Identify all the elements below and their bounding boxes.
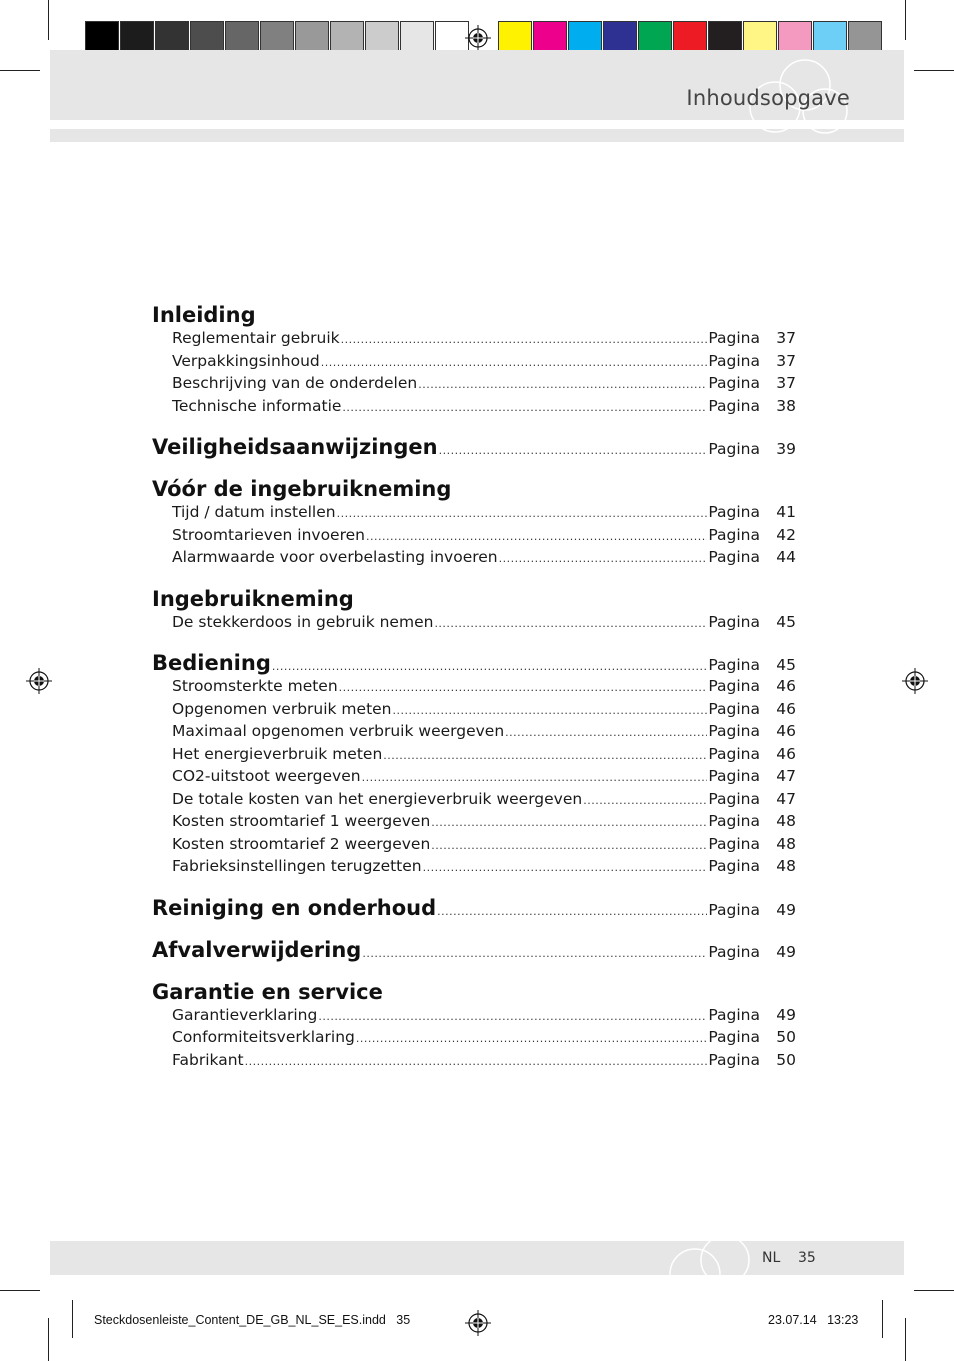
entry-label: Fabrikant <box>172 1050 244 1069</box>
toc-entry[interactable] <box>152 721 796 744</box>
section-title: Reiniging en onderhoud <box>152 895 437 920</box>
leader-dots <box>499 548 708 570</box>
toc-entry[interactable] <box>152 612 796 635</box>
entry-label: De stekkerdoos in gebruik nemen <box>172 612 434 631</box>
leader-dots <box>272 660 708 673</box>
toc-section <box>152 895 796 921</box>
page-number: 42 <box>776 525 796 544</box>
toc-section <box>152 979 796 1073</box>
toc-entry[interactable] <box>152 525 796 548</box>
slug-filename: Steckdosenleiste_Content_DE_GB_NL_SE_ES.indd 35 <box>94 1313 411 1327</box>
page-number: 46 <box>776 677 796 695</box>
page-reference <box>708 373 796 395</box>
leader-dots <box>321 352 708 374</box>
page-reference <box>708 1027 796 1049</box>
section-title: Ingebruikneming <box>152 586 354 611</box>
page-word: Pagina <box>708 548 760 566</box>
section-title: Inleiding <box>152 303 256 327</box>
entry-label: Het energieverbruik meten <box>172 744 383 763</box>
crop-mark <box>882 1300 883 1338</box>
leader-dots <box>362 767 708 789</box>
entry-label: Stroomtarieven invoeren <box>172 525 365 544</box>
page-word: Pagina <box>708 722 760 740</box>
toc-section-heading[interactable] <box>152 979 796 1005</box>
page-reference <box>708 1005 796 1027</box>
leader-dots <box>439 444 708 457</box>
page-number: 48 <box>776 857 796 875</box>
page-number: 47 <box>776 767 796 785</box>
page-word: Pagina <box>708 677 760 695</box>
leader-dots <box>342 397 707 419</box>
section-title: Vóór de ingebruikneming <box>152 477 452 501</box>
leader-dots <box>431 835 707 857</box>
toc-section <box>152 937 796 963</box>
page-number: 41 <box>776 503 796 521</box>
page-word: Pagina <box>708 612 760 631</box>
toc-entry[interactable] <box>152 1005 796 1028</box>
leader-dots <box>337 503 708 525</box>
page-number: 39 <box>776 440 796 458</box>
leader-dots <box>245 1051 708 1073</box>
entry-label: Maximaal opgenomen verbruik weergeven <box>172 722 505 740</box>
page-word: Pagina <box>708 900 760 919</box>
page-reference <box>708 699 796 721</box>
crop-mark <box>914 1290 954 1291</box>
entry-label: CO2-uitstoot weergeven <box>172 767 361 785</box>
page-reference <box>708 676 796 698</box>
crop-mark <box>0 70 40 71</box>
page-reference <box>708 943 796 961</box>
page-title: Inhoudsopgave <box>686 86 850 110</box>
leader-dots <box>362 947 707 960</box>
toc-entry[interactable] <box>152 328 796 351</box>
page-number: 37 <box>776 351 796 370</box>
page-reference <box>708 328 796 350</box>
toc-section-heading[interactable] <box>152 937 796 963</box>
leader-dots <box>366 526 707 548</box>
table-of-contents <box>152 302 796 1088</box>
section-title: Garantie en service <box>152 979 383 1004</box>
toc-entry[interactable] <box>152 834 796 857</box>
toc-entry[interactable] <box>152 699 796 722</box>
entry-label: Alarmwaarde voor overbelasting invoeren <box>172 548 498 566</box>
toc-entry[interactable] <box>152 396 796 419</box>
page-reference <box>708 502 796 524</box>
entry-label: Kosten stroomtarief 1 weergeven <box>172 812 431 830</box>
entry-label: Stroomsterkte meten <box>172 677 338 695</box>
toc-entry[interactable] <box>152 789 796 812</box>
page-number: 49 <box>776 900 796 919</box>
entry-label: Kosten stroomtarief 2 weergeven <box>172 834 431 853</box>
leader-dots <box>341 329 708 351</box>
page-word: Pagina <box>708 396 760 415</box>
toc-entry[interactable] <box>152 502 796 525</box>
leader-dots <box>423 857 708 879</box>
entry-label: Tijd / datum instellen <box>172 503 336 521</box>
entry-label: De totale kosten van het energieverbruik weergeven <box>172 789 583 808</box>
section-title: Veiligheidsaanwijzingen <box>152 435 438 459</box>
page-reference <box>708 612 796 634</box>
toc-entry[interactable] <box>152 744 796 767</box>
toc-entry[interactable] <box>152 766 796 789</box>
page-word: Pagina <box>708 857 760 875</box>
page-number: 46 <box>776 699 796 718</box>
page-reference <box>708 789 796 811</box>
footer-language: NL <box>762 1250 781 1266</box>
toc-entry[interactable] <box>152 856 796 879</box>
page-word: Pagina <box>708 812 760 830</box>
toc-section <box>152 650 796 879</box>
leader-dots <box>418 374 707 396</box>
toc-entry[interactable] <box>152 1050 796 1073</box>
page-word: Pagina <box>708 767 760 785</box>
page-reference <box>708 721 796 743</box>
entry-label: Technische informatie <box>172 396 342 415</box>
leader-dots <box>393 700 708 722</box>
page-word: Pagina <box>708 525 760 544</box>
toc-section-heading[interactable] <box>152 650 796 676</box>
page-number: 46 <box>776 722 796 740</box>
toc-entry[interactable] <box>152 811 796 834</box>
page-word: Pagina <box>708 942 760 961</box>
page-number: 50 <box>776 1028 796 1046</box>
section-title: Afvalverwijdering <box>152 937 362 962</box>
leader-dots <box>431 812 707 834</box>
toc-section <box>152 434 796 460</box>
leader-dots <box>434 613 707 635</box>
leader-dots <box>339 677 708 699</box>
page-number: 38 <box>776 396 796 415</box>
page-number: 45 <box>776 612 796 631</box>
page-number: 46 <box>776 744 796 763</box>
entry-label: Reglementair gebruik <box>172 329 340 347</box>
crop-mark <box>48 0 49 40</box>
page-reference <box>708 856 796 878</box>
page-reference <box>708 525 796 547</box>
slug-date: 23.07.14 13:23 <box>768 1313 859 1327</box>
page-reference <box>708 351 796 373</box>
page-number: 45 <box>776 656 796 674</box>
leader-dots <box>583 790 707 812</box>
page-reference <box>708 901 796 919</box>
toc-section-heading[interactable] <box>152 476 796 502</box>
footer-page-number: 35 <box>798 1250 816 1266</box>
registration-mark-icon <box>26 668 52 694</box>
toc-entry[interactable] <box>152 547 796 570</box>
toc-section-heading[interactable] <box>152 895 796 921</box>
page-number: 50 <box>776 1050 796 1069</box>
page-reference <box>708 834 796 856</box>
page-reference <box>708 396 796 418</box>
toc-entry[interactable] <box>152 373 796 396</box>
toc-section <box>152 476 796 570</box>
page-reference <box>708 1050 796 1072</box>
page-number: 49 <box>776 942 796 961</box>
page-word: Pagina <box>708 440 760 458</box>
page-number: 37 <box>776 329 796 347</box>
section-title: Bediening <box>152 651 271 675</box>
crop-mark <box>905 1318 906 1361</box>
leader-dots <box>505 722 707 744</box>
crop-mark <box>0 1290 40 1291</box>
registration-mark-icon <box>902 668 928 694</box>
registration-mark-icon <box>465 25 491 51</box>
page-word: Pagina <box>708 789 760 808</box>
page-word: Pagina <box>708 1005 760 1024</box>
crop-mark <box>914 70 954 71</box>
page-reference <box>708 811 796 833</box>
page-reference <box>708 766 796 788</box>
toc-section <box>152 586 796 635</box>
crop-mark <box>905 0 906 40</box>
toc-entry[interactable] <box>152 351 796 374</box>
crop-mark <box>72 1300 73 1338</box>
entry-label: Conformiteitsverklaring <box>172 1028 355 1046</box>
entry-label: Beschrijving van de onderdelen <box>172 374 418 392</box>
toc-section-heading[interactable] <box>152 586 796 612</box>
page-number: 37 <box>776 374 796 392</box>
page-word: Pagina <box>708 374 760 392</box>
decorative-circles-icon <box>665 1230 765 1280</box>
page-number: 49 <box>776 1005 796 1024</box>
page-word: Pagina <box>708 834 760 853</box>
leader-dots <box>356 1028 708 1050</box>
page-reference <box>708 547 796 569</box>
page-word: Pagina <box>708 1050 760 1069</box>
toc-section <box>152 302 796 418</box>
entry-label: Garantieverklaring <box>172 1005 318 1024</box>
page-number: 47 <box>776 789 796 808</box>
page-word: Pagina <box>708 329 760 347</box>
page-number: 48 <box>776 834 796 853</box>
leader-dots <box>437 905 707 918</box>
page-word: Pagina <box>708 744 760 763</box>
toc-entry[interactable] <box>152 676 796 699</box>
page-word: Pagina <box>708 351 760 370</box>
page-reference <box>708 744 796 766</box>
page-word: Pagina <box>708 699 760 718</box>
leader-dots <box>318 1006 707 1028</box>
page-word: Pagina <box>708 656 760 674</box>
registration-mark-icon <box>465 1310 491 1336</box>
entry-label: Fabrieksinstellingen terugzetten <box>172 857 422 875</box>
page-number: 48 <box>776 812 796 830</box>
page-reference <box>708 656 796 674</box>
page-reference <box>708 440 796 458</box>
toc-section-heading[interactable] <box>152 434 796 460</box>
entry-label: Opgenomen verbruik meten <box>172 699 392 718</box>
leader-dots <box>383 745 707 767</box>
entry-label: Verpakkingsinhoud <box>172 351 320 370</box>
page-word: Pagina <box>708 503 760 521</box>
toc-entry[interactable] <box>152 1027 796 1050</box>
toc-section-heading[interactable] <box>152 302 796 328</box>
crop-mark <box>48 1318 49 1361</box>
page-word: Pagina <box>708 1028 760 1046</box>
page-number: 44 <box>776 548 796 566</box>
